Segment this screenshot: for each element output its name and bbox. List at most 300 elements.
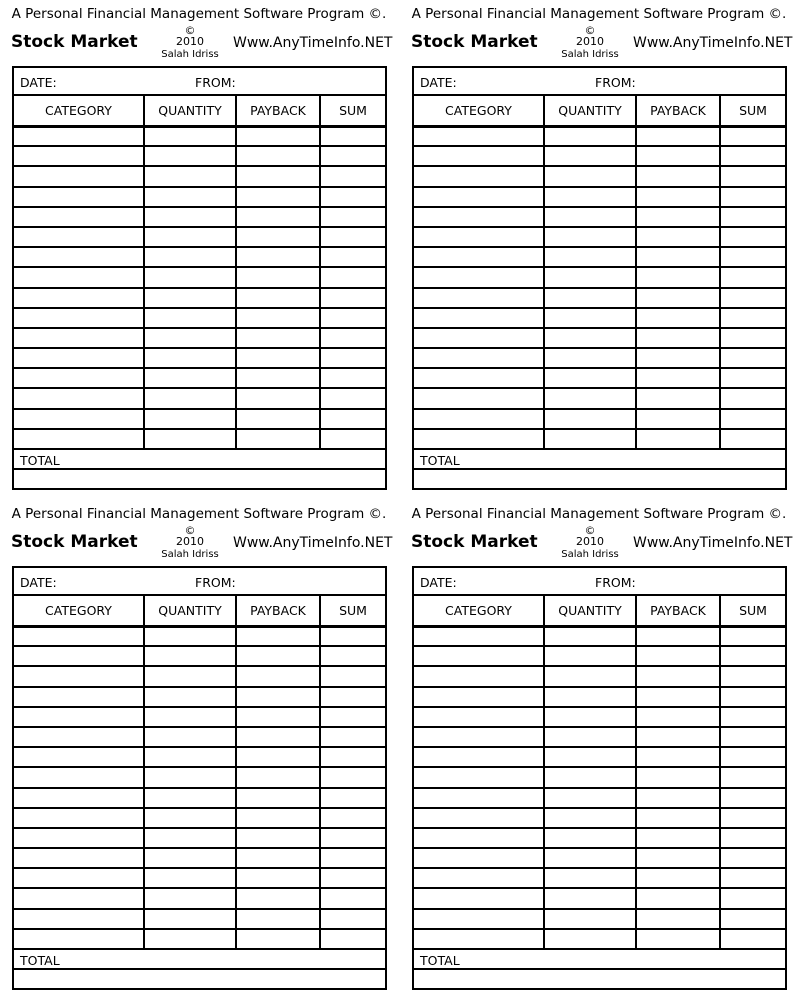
quantity-cell[interactable] <box>144 767 236 787</box>
quantity-cell[interactable] <box>544 929 636 949</box>
quantity-cell[interactable] <box>544 747 636 767</box>
category-cell[interactable] <box>14 368 144 388</box>
quantity-cell[interactable] <box>544 646 636 666</box>
payback-cell[interactable] <box>636 848 720 868</box>
quantity-cell[interactable] <box>144 348 236 368</box>
quantity-cell[interactable] <box>544 267 636 287</box>
payback-cell[interactable] <box>236 909 320 929</box>
category-cell[interactable] <box>14 767 144 787</box>
copyright-block <box>550 25 630 60</box>
sum-cell[interactable] <box>320 727 385 747</box>
payback-cell[interactable] <box>636 808 720 828</box>
table-row <box>414 626 785 646</box>
quantity-cell[interactable] <box>544 288 636 308</box>
quantity-cell[interactable] <box>544 227 636 247</box>
quantity-cell[interactable] <box>144 848 236 868</box>
quantity-cell[interactable] <box>544 429 636 449</box>
category-cell[interactable] <box>414 247 544 267</box>
sum-cell[interactable] <box>720 687 785 707</box>
payback-cell[interactable] <box>636 207 720 227</box>
payback-cell[interactable] <box>636 187 720 207</box>
sum-cell[interactable] <box>320 409 385 429</box>
payback-cell[interactable] <box>236 187 320 207</box>
quantity-cell[interactable] <box>544 308 636 328</box>
quantity-cell[interactable] <box>144 666 236 686</box>
quantity-cell[interactable] <box>144 166 236 186</box>
quantity-cell[interactable] <box>144 247 236 267</box>
sum-cell[interactable] <box>720 166 785 186</box>
sum-cell[interactable] <box>320 146 385 166</box>
website-link[interactable]: Www.AnyTimeInfo.NET <box>233 535 393 551</box>
category-cell[interactable] <box>414 146 544 166</box>
category-cell[interactable] <box>14 868 144 888</box>
sum-cell[interactable] <box>320 788 385 808</box>
quantity-cell[interactable] <box>544 666 636 686</box>
sum-cell[interactable] <box>320 267 385 287</box>
category-cell[interactable] <box>414 747 544 767</box>
category-cell[interactable] <box>14 126 144 146</box>
table-row <box>414 388 785 408</box>
category-cell[interactable] <box>414 707 544 727</box>
quantity-cell[interactable] <box>544 828 636 848</box>
category-cell[interactable] <box>14 227 144 247</box>
sum-cell[interactable] <box>320 348 385 368</box>
table-row <box>414 126 785 146</box>
payback-cell[interactable] <box>236 227 320 247</box>
table-row <box>14 166 385 186</box>
payback-cell[interactable] <box>236 288 320 308</box>
payback-cell[interactable] <box>236 146 320 166</box>
sum-cell[interactable] <box>720 388 785 408</box>
sum-cell[interactable] <box>320 368 385 388</box>
quantity-cell[interactable] <box>144 227 236 247</box>
payback-cell[interactable] <box>236 267 320 287</box>
category-cell[interactable] <box>414 166 544 186</box>
payback-cell[interactable] <box>236 747 320 767</box>
category-cell[interactable] <box>414 429 544 449</box>
payback-cell[interactable] <box>236 646 320 666</box>
payback-cell[interactable] <box>636 247 720 267</box>
payback-cell[interactable] <box>636 666 720 686</box>
payback-cell[interactable] <box>636 747 720 767</box>
payback-cell[interactable] <box>636 146 720 166</box>
payback-cell[interactable] <box>236 626 320 646</box>
column-header-payback: PAYBACK <box>636 596 720 626</box>
quantity-cell[interactable] <box>144 909 236 929</box>
category-cell[interactable] <box>14 626 144 646</box>
date-row <box>414 568 785 596</box>
payback-cell[interactable] <box>236 727 320 747</box>
category-cell[interactable] <box>14 146 144 166</box>
table-row <box>14 328 385 348</box>
payback-cell[interactable] <box>236 348 320 368</box>
sum-cell[interactable] <box>720 328 785 348</box>
quantity-cell[interactable] <box>544 409 636 429</box>
quantity-cell[interactable] <box>144 646 236 666</box>
sum-cell[interactable] <box>720 767 785 787</box>
sum-cell[interactable] <box>320 767 385 787</box>
category-cell[interactable] <box>414 288 544 308</box>
payback-cell[interactable] <box>236 767 320 787</box>
quantity-cell[interactable] <box>544 788 636 808</box>
quantity-cell[interactable] <box>144 929 236 949</box>
app-title: Stock Market <box>411 532 538 552</box>
category-cell[interactable] <box>14 429 144 449</box>
category-cell[interactable] <box>14 788 144 808</box>
sum-cell[interactable] <box>720 929 785 949</box>
category-cell[interactable] <box>14 848 144 868</box>
category-cell[interactable] <box>414 666 544 686</box>
sum-cell[interactable] <box>720 429 785 449</box>
payback-cell[interactable] <box>236 207 320 227</box>
table-row <box>414 187 785 207</box>
quantity-cell[interactable] <box>544 187 636 207</box>
date-label: DATE: <box>20 575 57 590</box>
category-cell[interactable] <box>414 727 544 747</box>
category-cell[interactable] <box>414 868 544 888</box>
payback-cell[interactable] <box>636 888 720 908</box>
category-cell[interactable] <box>14 727 144 747</box>
category-cell[interactable] <box>414 646 544 666</box>
category-cell[interactable] <box>414 348 544 368</box>
payback-cell[interactable] <box>636 308 720 328</box>
table-row <box>14 788 385 808</box>
sum-cell[interactable] <box>320 388 385 408</box>
category-cell[interactable] <box>14 187 144 207</box>
quantity-cell[interactable] <box>144 308 236 328</box>
quantity-cell[interactable] <box>544 166 636 186</box>
sum-cell[interactable] <box>320 666 385 686</box>
quantity-cell[interactable] <box>544 868 636 888</box>
payback-cell[interactable] <box>236 368 320 388</box>
quantity-cell[interactable] <box>144 828 236 848</box>
sum-cell[interactable] <box>320 848 385 868</box>
sum-cell[interactable] <box>720 828 785 848</box>
payback-cell[interactable] <box>236 788 320 808</box>
date-row <box>414 68 785 96</box>
sum-cell[interactable] <box>720 808 785 828</box>
payback-cell[interactable] <box>236 666 320 686</box>
payback-cell[interactable] <box>636 388 720 408</box>
quantity-cell[interactable] <box>144 727 236 747</box>
sum-cell[interactable] <box>320 288 385 308</box>
sum-cell[interactable] <box>720 909 785 929</box>
quantity-cell[interactable] <box>544 767 636 787</box>
total-value-cell[interactable] <box>14 470 385 488</box>
sum-cell[interactable] <box>720 409 785 429</box>
sum-cell[interactable] <box>720 788 785 808</box>
category-cell[interactable] <box>14 666 144 686</box>
sum-cell[interactable] <box>720 126 785 146</box>
quantity-cell[interactable] <box>144 187 236 207</box>
quantity-cell[interactable] <box>144 328 236 348</box>
category-cell[interactable] <box>14 687 144 707</box>
sum-cell[interactable] <box>720 666 785 686</box>
payback-cell[interactable] <box>636 646 720 666</box>
sum-cell[interactable] <box>320 308 385 328</box>
payback-cell[interactable] <box>636 828 720 848</box>
sum-cell[interactable] <box>320 126 385 146</box>
from-label: FROM: <box>595 75 636 90</box>
category-cell[interactable] <box>414 388 544 408</box>
category-cell[interactable] <box>414 187 544 207</box>
payback-cell[interactable] <box>236 247 320 267</box>
payback-cell[interactable] <box>636 788 720 808</box>
quantity-cell[interactable] <box>144 388 236 408</box>
sum-cell[interactable] <box>320 247 385 267</box>
category-cell[interactable] <box>14 207 144 227</box>
payback-cell[interactable] <box>636 868 720 888</box>
total-label: TOTAL <box>20 453 60 468</box>
sum-cell[interactable] <box>720 308 785 328</box>
payback-cell[interactable] <box>236 429 320 449</box>
table-row <box>14 808 385 828</box>
category-cell[interactable] <box>14 646 144 666</box>
quantity-cell[interactable] <box>144 788 236 808</box>
sum-cell[interactable] <box>320 207 385 227</box>
category-cell[interactable] <box>14 707 144 727</box>
sum-cell[interactable] <box>720 707 785 727</box>
table-row <box>414 747 785 767</box>
author-name: Salah Idriss <box>161 49 219 60</box>
sum-cell[interactable] <box>320 909 385 929</box>
website-link[interactable]: Www.AnyTimeInfo.NET <box>633 35 793 51</box>
quantity-cell[interactable] <box>544 207 636 227</box>
quantity-cell[interactable] <box>544 848 636 868</box>
category-cell[interactable] <box>414 848 544 868</box>
category-cell[interactable] <box>414 207 544 227</box>
category-cell[interactable] <box>14 747 144 767</box>
payback-cell[interactable] <box>636 227 720 247</box>
quantity-cell[interactable] <box>144 126 236 146</box>
table-row <box>414 687 785 707</box>
copyright-year: 2010 <box>576 35 604 48</box>
sum-cell[interactable] <box>720 888 785 908</box>
payback-cell[interactable] <box>636 267 720 287</box>
quantity-cell[interactable] <box>144 626 236 646</box>
sum-cell[interactable] <box>720 267 785 287</box>
quantity-cell[interactable] <box>544 146 636 166</box>
category-cell[interactable] <box>414 808 544 828</box>
payback-cell[interactable] <box>236 166 320 186</box>
table-row <box>14 687 385 707</box>
payback-cell[interactable] <box>636 288 720 308</box>
category-cell[interactable] <box>14 888 144 908</box>
tagline: A Personal Financial Management Software Program ©. <box>11 506 387 522</box>
payback-cell[interactable] <box>636 626 720 646</box>
ledger-sheet <box>412 66 787 490</box>
category-cell[interactable] <box>14 328 144 348</box>
payback-cell[interactable] <box>636 409 720 429</box>
sum-cell[interactable] <box>320 888 385 908</box>
payback-cell[interactable] <box>636 727 720 747</box>
ledger-table <box>414 596 785 950</box>
category-cell[interactable] <box>414 308 544 328</box>
quantity-cell[interactable] <box>544 727 636 747</box>
author-name: Salah Idriss <box>161 549 219 560</box>
category-cell[interactable] <box>14 267 144 287</box>
quantity-cell[interactable] <box>144 429 236 449</box>
quantity-cell[interactable] <box>144 146 236 166</box>
website-link[interactable]: Www.AnyTimeInfo.NET <box>233 35 393 51</box>
payback-cell[interactable] <box>236 888 320 908</box>
category-cell[interactable] <box>414 328 544 348</box>
sum-cell[interactable] <box>720 207 785 227</box>
column-header-category: CATEGORY <box>14 96 144 126</box>
quantity-cell[interactable] <box>144 808 236 828</box>
payback-cell[interactable] <box>236 707 320 727</box>
sum-cell[interactable] <box>320 929 385 949</box>
quantity-cell[interactable] <box>544 328 636 348</box>
category-cell[interactable] <box>414 368 544 388</box>
category-cell[interactable] <box>414 409 544 429</box>
payback-cell[interactable] <box>236 848 320 868</box>
table-row <box>14 767 385 787</box>
category-cell[interactable] <box>414 767 544 787</box>
category-cell[interactable] <box>414 626 544 646</box>
sum-cell[interactable] <box>720 868 785 888</box>
payback-cell[interactable] <box>236 308 320 328</box>
payback-cell[interactable] <box>236 808 320 828</box>
total-row <box>14 950 385 970</box>
quantity-cell[interactable] <box>144 868 236 888</box>
payback-cell[interactable] <box>636 368 720 388</box>
category-cell[interactable] <box>414 888 544 908</box>
category-cell[interactable] <box>14 409 144 429</box>
quantity-cell[interactable] <box>544 888 636 908</box>
quantity-cell[interactable] <box>544 247 636 267</box>
payback-cell[interactable] <box>236 126 320 146</box>
category-cell[interactable] <box>14 929 144 949</box>
sum-cell[interactable] <box>720 848 785 868</box>
sum-cell[interactable] <box>720 747 785 767</box>
sum-cell[interactable] <box>720 368 785 388</box>
category-cell[interactable] <box>14 247 144 267</box>
sum-cell[interactable] <box>720 348 785 368</box>
sum-cell[interactable] <box>720 247 785 267</box>
sum-cell[interactable] <box>320 626 385 646</box>
sum-cell[interactable] <box>320 747 385 767</box>
sum-cell[interactable] <box>320 868 385 888</box>
category-cell[interactable] <box>414 929 544 949</box>
quantity-cell[interactable] <box>544 348 636 368</box>
table-row <box>414 288 785 308</box>
sum-cell[interactable] <box>720 146 785 166</box>
quantity-cell[interactable] <box>544 909 636 929</box>
quantity-cell[interactable] <box>544 626 636 646</box>
payback-cell[interactable] <box>236 929 320 949</box>
quantity-cell[interactable] <box>544 707 636 727</box>
quantity-cell[interactable] <box>144 747 236 767</box>
sum-cell[interactable] <box>720 227 785 247</box>
category-cell[interactable] <box>414 788 544 808</box>
total-value-cell[interactable] <box>414 970 785 988</box>
quantity-cell[interactable] <box>144 288 236 308</box>
payback-cell[interactable] <box>636 929 720 949</box>
total-value-cell[interactable] <box>14 970 385 988</box>
table-row <box>14 429 385 449</box>
quantity-cell[interactable] <box>544 126 636 146</box>
payback-cell[interactable] <box>236 409 320 429</box>
quantity-cell[interactable] <box>144 409 236 429</box>
payback-cell[interactable] <box>636 767 720 787</box>
category-cell[interactable] <box>14 828 144 848</box>
category-cell[interactable] <box>14 348 144 368</box>
sum-cell[interactable] <box>320 646 385 666</box>
sum-cell[interactable] <box>320 808 385 828</box>
payback-cell[interactable] <box>636 909 720 929</box>
table-row <box>414 707 785 727</box>
payback-cell[interactable] <box>236 388 320 408</box>
quantity-cell[interactable] <box>544 687 636 707</box>
quantity-cell[interactable] <box>544 808 636 828</box>
quantity-cell[interactable] <box>144 207 236 227</box>
sum-cell[interactable] <box>720 187 785 207</box>
quantity-cell[interactable] <box>544 388 636 408</box>
sum-cell[interactable] <box>720 288 785 308</box>
category-cell[interactable] <box>414 227 544 247</box>
sum-cell[interactable] <box>320 227 385 247</box>
sum-cell[interactable] <box>320 828 385 848</box>
sum-cell[interactable] <box>320 687 385 707</box>
sum-cell[interactable] <box>720 626 785 646</box>
sum-cell[interactable] <box>320 166 385 186</box>
quantity-cell[interactable] <box>544 368 636 388</box>
payback-cell[interactable] <box>636 328 720 348</box>
category-cell[interactable] <box>14 288 144 308</box>
category-cell[interactable] <box>14 909 144 929</box>
payback-cell[interactable] <box>236 328 320 348</box>
copyright-block <box>150 525 230 560</box>
quantity-cell[interactable] <box>144 368 236 388</box>
tagline: A Personal Financial Management Software Program ©. <box>11 6 387 22</box>
payback-cell[interactable] <box>236 687 320 707</box>
payback-cell[interactable] <box>236 868 320 888</box>
category-cell[interactable] <box>414 267 544 287</box>
sum-cell[interactable] <box>720 727 785 747</box>
sum-cell[interactable] <box>320 328 385 348</box>
copyright-icon: © <box>184 24 196 37</box>
payback-cell[interactable] <box>636 126 720 146</box>
payback-cell[interactable] <box>636 429 720 449</box>
quantity-cell[interactable] <box>144 707 236 727</box>
payback-cell[interactable] <box>636 166 720 186</box>
category-cell[interactable] <box>414 909 544 929</box>
column-header-quantity: QUANTITY <box>544 596 636 626</box>
total-value-cell[interactable] <box>414 470 785 488</box>
category-cell[interactable] <box>14 388 144 408</box>
table-row <box>14 288 385 308</box>
category-cell[interactable] <box>14 166 144 186</box>
sum-cell[interactable] <box>320 187 385 207</box>
quantity-cell[interactable] <box>144 687 236 707</box>
sum-cell[interactable] <box>320 707 385 727</box>
payback-cell[interactable] <box>636 348 720 368</box>
payback-cell[interactable] <box>636 687 720 707</box>
category-cell[interactable] <box>414 687 544 707</box>
category-cell[interactable] <box>14 808 144 828</box>
payback-cell[interactable] <box>236 828 320 848</box>
sum-cell[interactable] <box>720 646 785 666</box>
website-link[interactable]: Www.AnyTimeInfo.NET <box>633 535 793 551</box>
category-cell[interactable] <box>14 308 144 328</box>
quantity-cell[interactable] <box>144 267 236 287</box>
payback-cell[interactable] <box>636 707 720 727</box>
category-cell[interactable] <box>414 828 544 848</box>
quantity-cell[interactable] <box>144 888 236 908</box>
category-cell[interactable] <box>414 126 544 146</box>
sum-cell[interactable] <box>320 429 385 449</box>
